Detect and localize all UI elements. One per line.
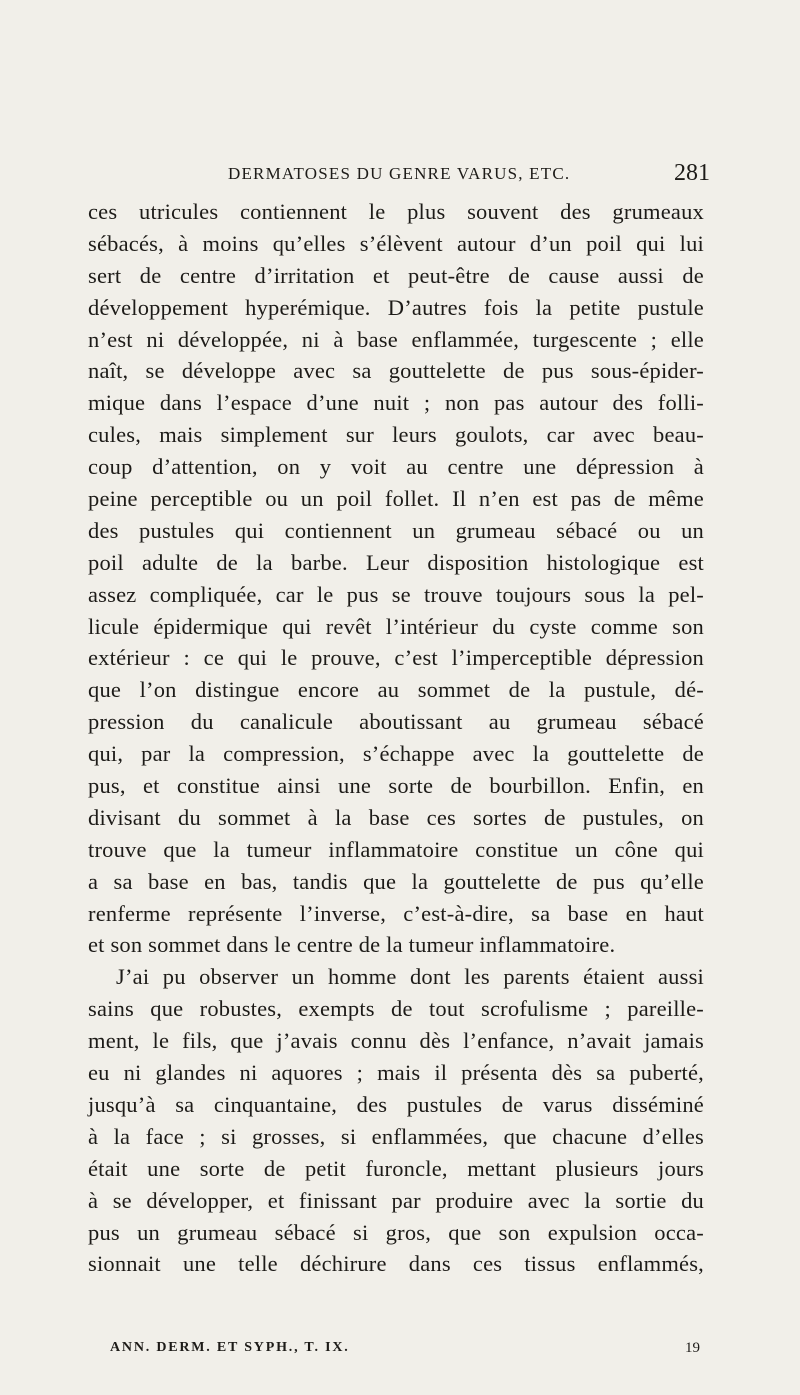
running-head: DERMATOSES DU GENRE VARUS, ETC. [228, 164, 571, 183]
text-line: peine perceptible ou un poil follet. Il n’en est pas de même [88, 486, 704, 512]
sheet-number: 19 [685, 1340, 700, 1356]
text-line: que l’on distingue encore au sommet de la pustule, dé- [88, 677, 704, 703]
text-line: à se développer, et finissant par produire avec la sortie du [88, 1187, 704, 1213]
text-line: à la face ; si grosses, si enflammées, que chacune d’elles [88, 1123, 704, 1149]
signature-mark: ANN. DERM. ET SYPH., T. IX. [110, 1340, 350, 1355]
text-line: cules, mais simplement sur leurs goulots, car avec beau- [88, 422, 704, 448]
text-line: naît, se développe avec sa gouttelette de pus sous-épider- [88, 358, 704, 384]
body-text [88, 196, 704, 1280]
text-line: ces utricules contiennent le plus souvent des grumeaux [88, 199, 704, 224]
text-line: était une sorte de petit furoncle, mettant plusieurs jours [88, 1155, 704, 1181]
text-line: mique dans l’espace d’une nuit ; non pas autour des folli- [88, 390, 704, 416]
text-line: J’ai pu observer un homme dont les parents étaient aussi [116, 964, 704, 990]
text-line: et son sommet dans le centre de la tumeur inflammatoire. [88, 932, 616, 958]
text-line: des pustules qui contiennent un grumeau sébacé ou un [88, 517, 704, 543]
text-line: jusqu’à sa cinquantaine, des pustules de varus disséminé [88, 1091, 704, 1117]
text-line: sains que robustes, exempts de tout scrofulisme ; pareille- [88, 996, 704, 1022]
text-line: trouve que la tumeur inflammatoire constitue un cône qui [88, 836, 704, 862]
text-line: extérieur : ce qui le prouve, c’est l’imperceptible dépression [88, 645, 704, 671]
text-line: n’est ni développée, ni à base enflammée, turgescente ; elle [88, 326, 704, 352]
text-line: renferme représente l’inverse, c’est-à-dire, sa base en haut [88, 900, 704, 926]
text-line: divisant du sommet à la base ces sortes de pustules, on [88, 804, 704, 830]
text-line: assez compliquée, car le pus se trouve toujours sous la pel- [88, 581, 704, 607]
text-line: pus, et constitue ainsi une sorte de bourbillon. Enfin, en [88, 773, 704, 799]
text-line: pus un grumeau sébacé si gros, que son expulsion occa- [88, 1219, 704, 1245]
text-line: qui, par la compression, s’échappe avec la gouttelette de [88, 741, 704, 767]
page-header [88, 160, 710, 192]
text-line: coup d’attention, on y voit au centre une dépression à [88, 454, 704, 480]
text-line: ment, le fils, que j’avais connu dès l’enfance, n’avait jamais [88, 1028, 704, 1054]
text-line: licule épidermique qui revêt l’intérieur du cyste comme son [88, 613, 704, 639]
page-footer [110, 1340, 700, 1364]
text-line: poil adulte de la barbe. Leur disposition histologique est [88, 549, 704, 575]
text-line: a sa base en bas, tandis que la gouttelette de pus qu’elle [88, 868, 704, 894]
text-line: eu ni glandes ni aquores ; mais il présenta dès sa puberté, [88, 1060, 704, 1086]
text-line: sert de centre d’irritation et peut-être de cause aussi de [88, 262, 704, 288]
page-number: 281 [674, 160, 710, 186]
text-line: sébacés, à moins qu’elles s’élèvent autour d’un poil qui lui [88, 230, 704, 256]
text-line: pression du canalicule aboutissant au grumeau sébacé [88, 709, 704, 735]
text-line: développement hyperémique. D’autres fois la petite pustule [88, 294, 704, 320]
text-line: sionnait une telle déchirure dans ces tissus enflammés, [88, 1251, 704, 1277]
